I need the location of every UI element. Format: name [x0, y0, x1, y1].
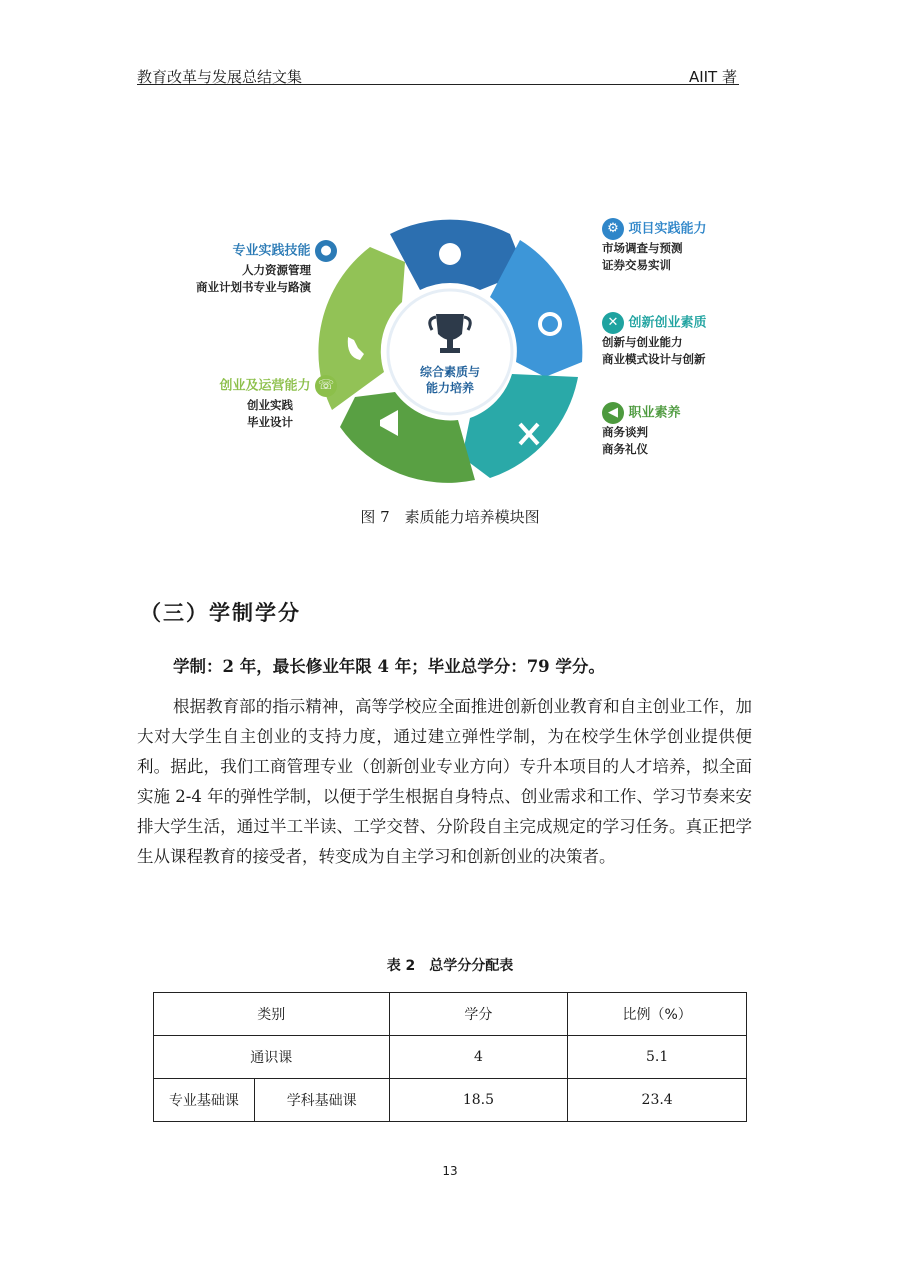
cell-credit: 4 — [389, 1036, 568, 1079]
table-header-row — [154, 993, 747, 1036]
phone-icon: ☏ — [315, 375, 337, 397]
cell-ratio: 5.1 — [568, 1036, 747, 1079]
module-title: 职业素养 — [628, 405, 681, 421]
module-line: 毕业设计 — [247, 415, 293, 429]
table-title: 表 2 总学分分配表 — [386, 958, 514, 974]
header-title: 教育改革与发展总结文集 — [137, 68, 303, 86]
module-line: 人力资源管理 — [242, 263, 311, 277]
megaphone-icon: ◀ — [602, 402, 624, 424]
module-line: 商务礼仪 — [602, 442, 648, 456]
cell-subcategory: 学科基础课 — [254, 1079, 389, 1122]
cell-category: 专业基础课 — [154, 1079, 255, 1122]
module-operations — [160, 375, 337, 431]
ability-module-diagram — [160, 200, 740, 500]
system-credits-line: 学制：2 年，最长修业年限 4 年；毕业总学分：79 学分。 — [173, 657, 605, 676]
module-line: 创新与创业能力 — [602, 335, 683, 349]
header-category: 类别 — [154, 993, 390, 1036]
page-number: 13 — [442, 1164, 458, 1178]
palette-icon — [439, 243, 461, 265]
figure-caption: 图 7 素质能力培养模块图 — [360, 508, 540, 526]
module-title: 专业实践技能 — [232, 243, 311, 259]
header-author: AIIT 著 — [688, 68, 737, 86]
module-project-practice — [602, 218, 752, 274]
cell-ratio: 23.4 — [568, 1079, 747, 1122]
section-heading: （三）学制学分 — [140, 601, 301, 625]
module-line: 商务谈判 — [602, 425, 648, 439]
tools-icon: ✕ — [602, 312, 624, 334]
module-title: 项目实践能力 — [628, 221, 707, 237]
module-professionalism — [602, 402, 752, 458]
credit-allocation-table — [153, 992, 747, 1122]
gear-icon: ⚙ — [602, 218, 624, 240]
module-line: 商业计划书专业与路演 — [196, 280, 311, 294]
body-paragraph: 根据教育部的指示精神，高等学校应全面推进创新创业教育和自主创业工作，加大对大学生自主创业的支持力度，通过建立弹性学制，为在校学生休学创业提供便利。据此，我们工商管理专业（创新创业专业方向）专升本项目的人才培养，拟全面实施 2-4 年的弹性学制，以便于学生根据自身特点、创业需求和工作、学习节奏来安排大学生活，通过半工半读、工学交替、分阶段自主完成规定的学习任务。真正把学生从课程教育的接受者，转变成为自主学习和创新创业的决策者。 — [137, 697, 752, 866]
cell-credit: 18.5 — [389, 1079, 568, 1122]
header-ratio: 比例（%） — [568, 993, 747, 1036]
module-innovation — [602, 312, 752, 368]
header-credit: 学分 — [389, 993, 568, 1036]
module-title: 创业及运营能力 — [219, 378, 311, 394]
table-row — [154, 1036, 747, 1079]
page-header — [137, 66, 739, 85]
module-title: 创新创业素质 — [628, 315, 707, 331]
module-line: 创业实践 — [247, 398, 293, 412]
module-line: 市场调查与预测 — [602, 241, 683, 255]
table-row — [154, 1079, 747, 1122]
center-label-line2: 能力培养 — [425, 381, 475, 395]
module-professional-practice — [182, 240, 337, 296]
module-line: 证券交易实训 — [602, 258, 671, 272]
module-line: 商业模式设计与创新 — [602, 352, 706, 366]
palette-icon: ● — [315, 240, 337, 262]
cell-category: 通识课 — [154, 1036, 390, 1079]
center-label-line1: 综合素质与 — [419, 365, 481, 379]
